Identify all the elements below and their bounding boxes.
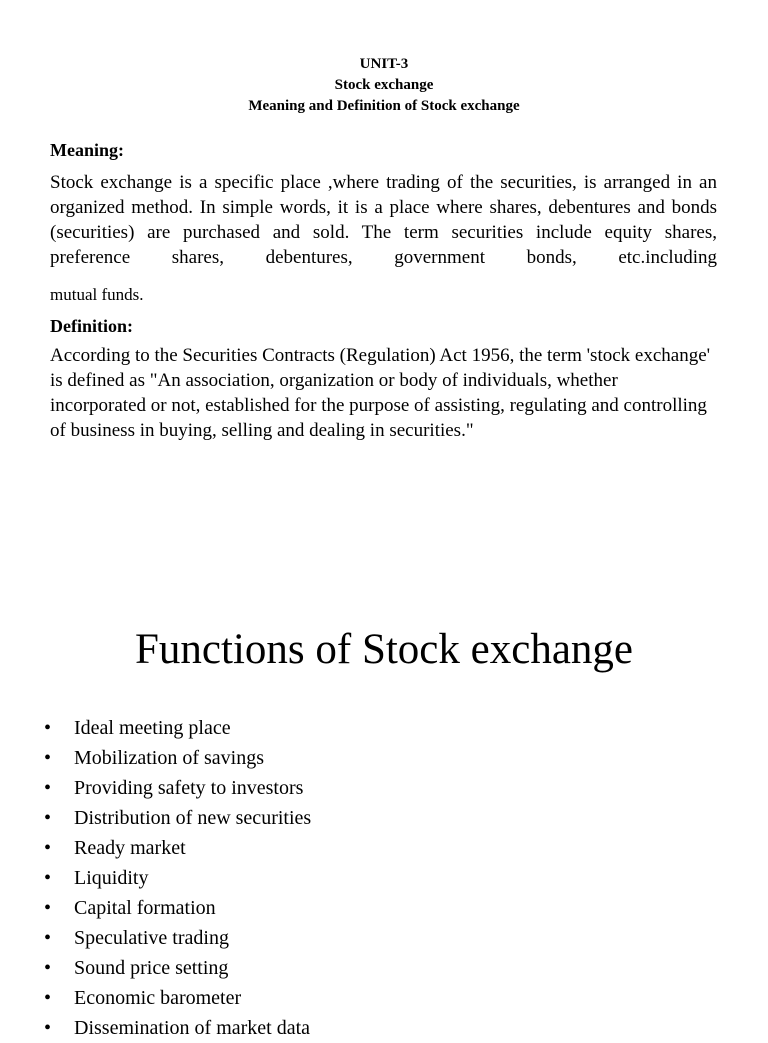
bullet-icon: • — [44, 927, 52, 949]
bullet-icon: • — [44, 957, 52, 979]
list-item-label: Speculative trading — [74, 927, 229, 949]
bullet-icon: • — [44, 717, 52, 739]
list-item — [44, 743, 311, 773]
list-item-label: Providing safety to investors — [74, 777, 304, 799]
list-item — [44, 803, 311, 833]
list-item — [44, 833, 311, 863]
definition-heading: Definition: — [50, 316, 133, 336]
bullet-icon: • — [44, 987, 52, 1009]
meaning-paragraph: Stock exchange is a specific place ,where trading of the securities, is arranged in an organized method. In simple words, it is a place where shares, debentures and bonds (securities) are purchased and sold. The term securities include equity shares, preference shares, debentures, government bonds, etc.including — [50, 172, 717, 268]
bullet-icon: • — [44, 807, 52, 829]
list-item-label: Liquidity — [74, 867, 149, 889]
list-item-label: Dissemination of market data — [74, 1017, 311, 1039]
list-item — [44, 773, 311, 803]
topic-title: Meaning and Definition of Stock exchange — [248, 98, 520, 114]
list-item — [44, 923, 311, 953]
list-item-label: Distribution of new securities — [74, 807, 312, 829]
list-item-label: Ready market — [74, 837, 186, 859]
meaning-heading: Meaning: — [50, 140, 124, 160]
list-item — [44, 863, 311, 893]
bullet-icon: • — [44, 867, 52, 889]
list-item — [44, 983, 311, 1013]
bullet-icon: • — [44, 837, 52, 859]
bullet-icon: • — [44, 897, 52, 919]
meaning-paragraph-tail: mutual funds. — [50, 285, 144, 304]
definition-paragraph: According to the Securities Contracts (Regulation) Act 1956, the term 'stock exchange' is defined as "An association, organization or body of individuals, whether incorporated or not, established for the purpose of assisting, regulating and controlling of business in buying, selling and dealing in securities." — [50, 345, 711, 441]
functions-list — [44, 713, 311, 1043]
unit-label: UNIT-3 — [359, 56, 409, 72]
list-item-label: Capital formation — [74, 897, 216, 919]
list-item-label: Sound price setting — [74, 957, 229, 979]
list-item — [44, 953, 311, 983]
list-item — [44, 713, 311, 743]
functions-title: Functions of Stock exchange — [135, 626, 633, 673]
list-item — [44, 893, 311, 923]
bullet-icon: • — [44, 1017, 52, 1039]
bullet-icon: • — [44, 777, 52, 799]
bullet-icon: • — [44, 747, 52, 769]
subject-title: Stock exchange — [334, 77, 434, 93]
list-item-label: Ideal meeting place — [74, 717, 231, 739]
list-item-label: Mobilization of savings — [74, 747, 264, 769]
list-item — [44, 1013, 311, 1043]
list-item-label: Economic barometer — [74, 987, 242, 1009]
